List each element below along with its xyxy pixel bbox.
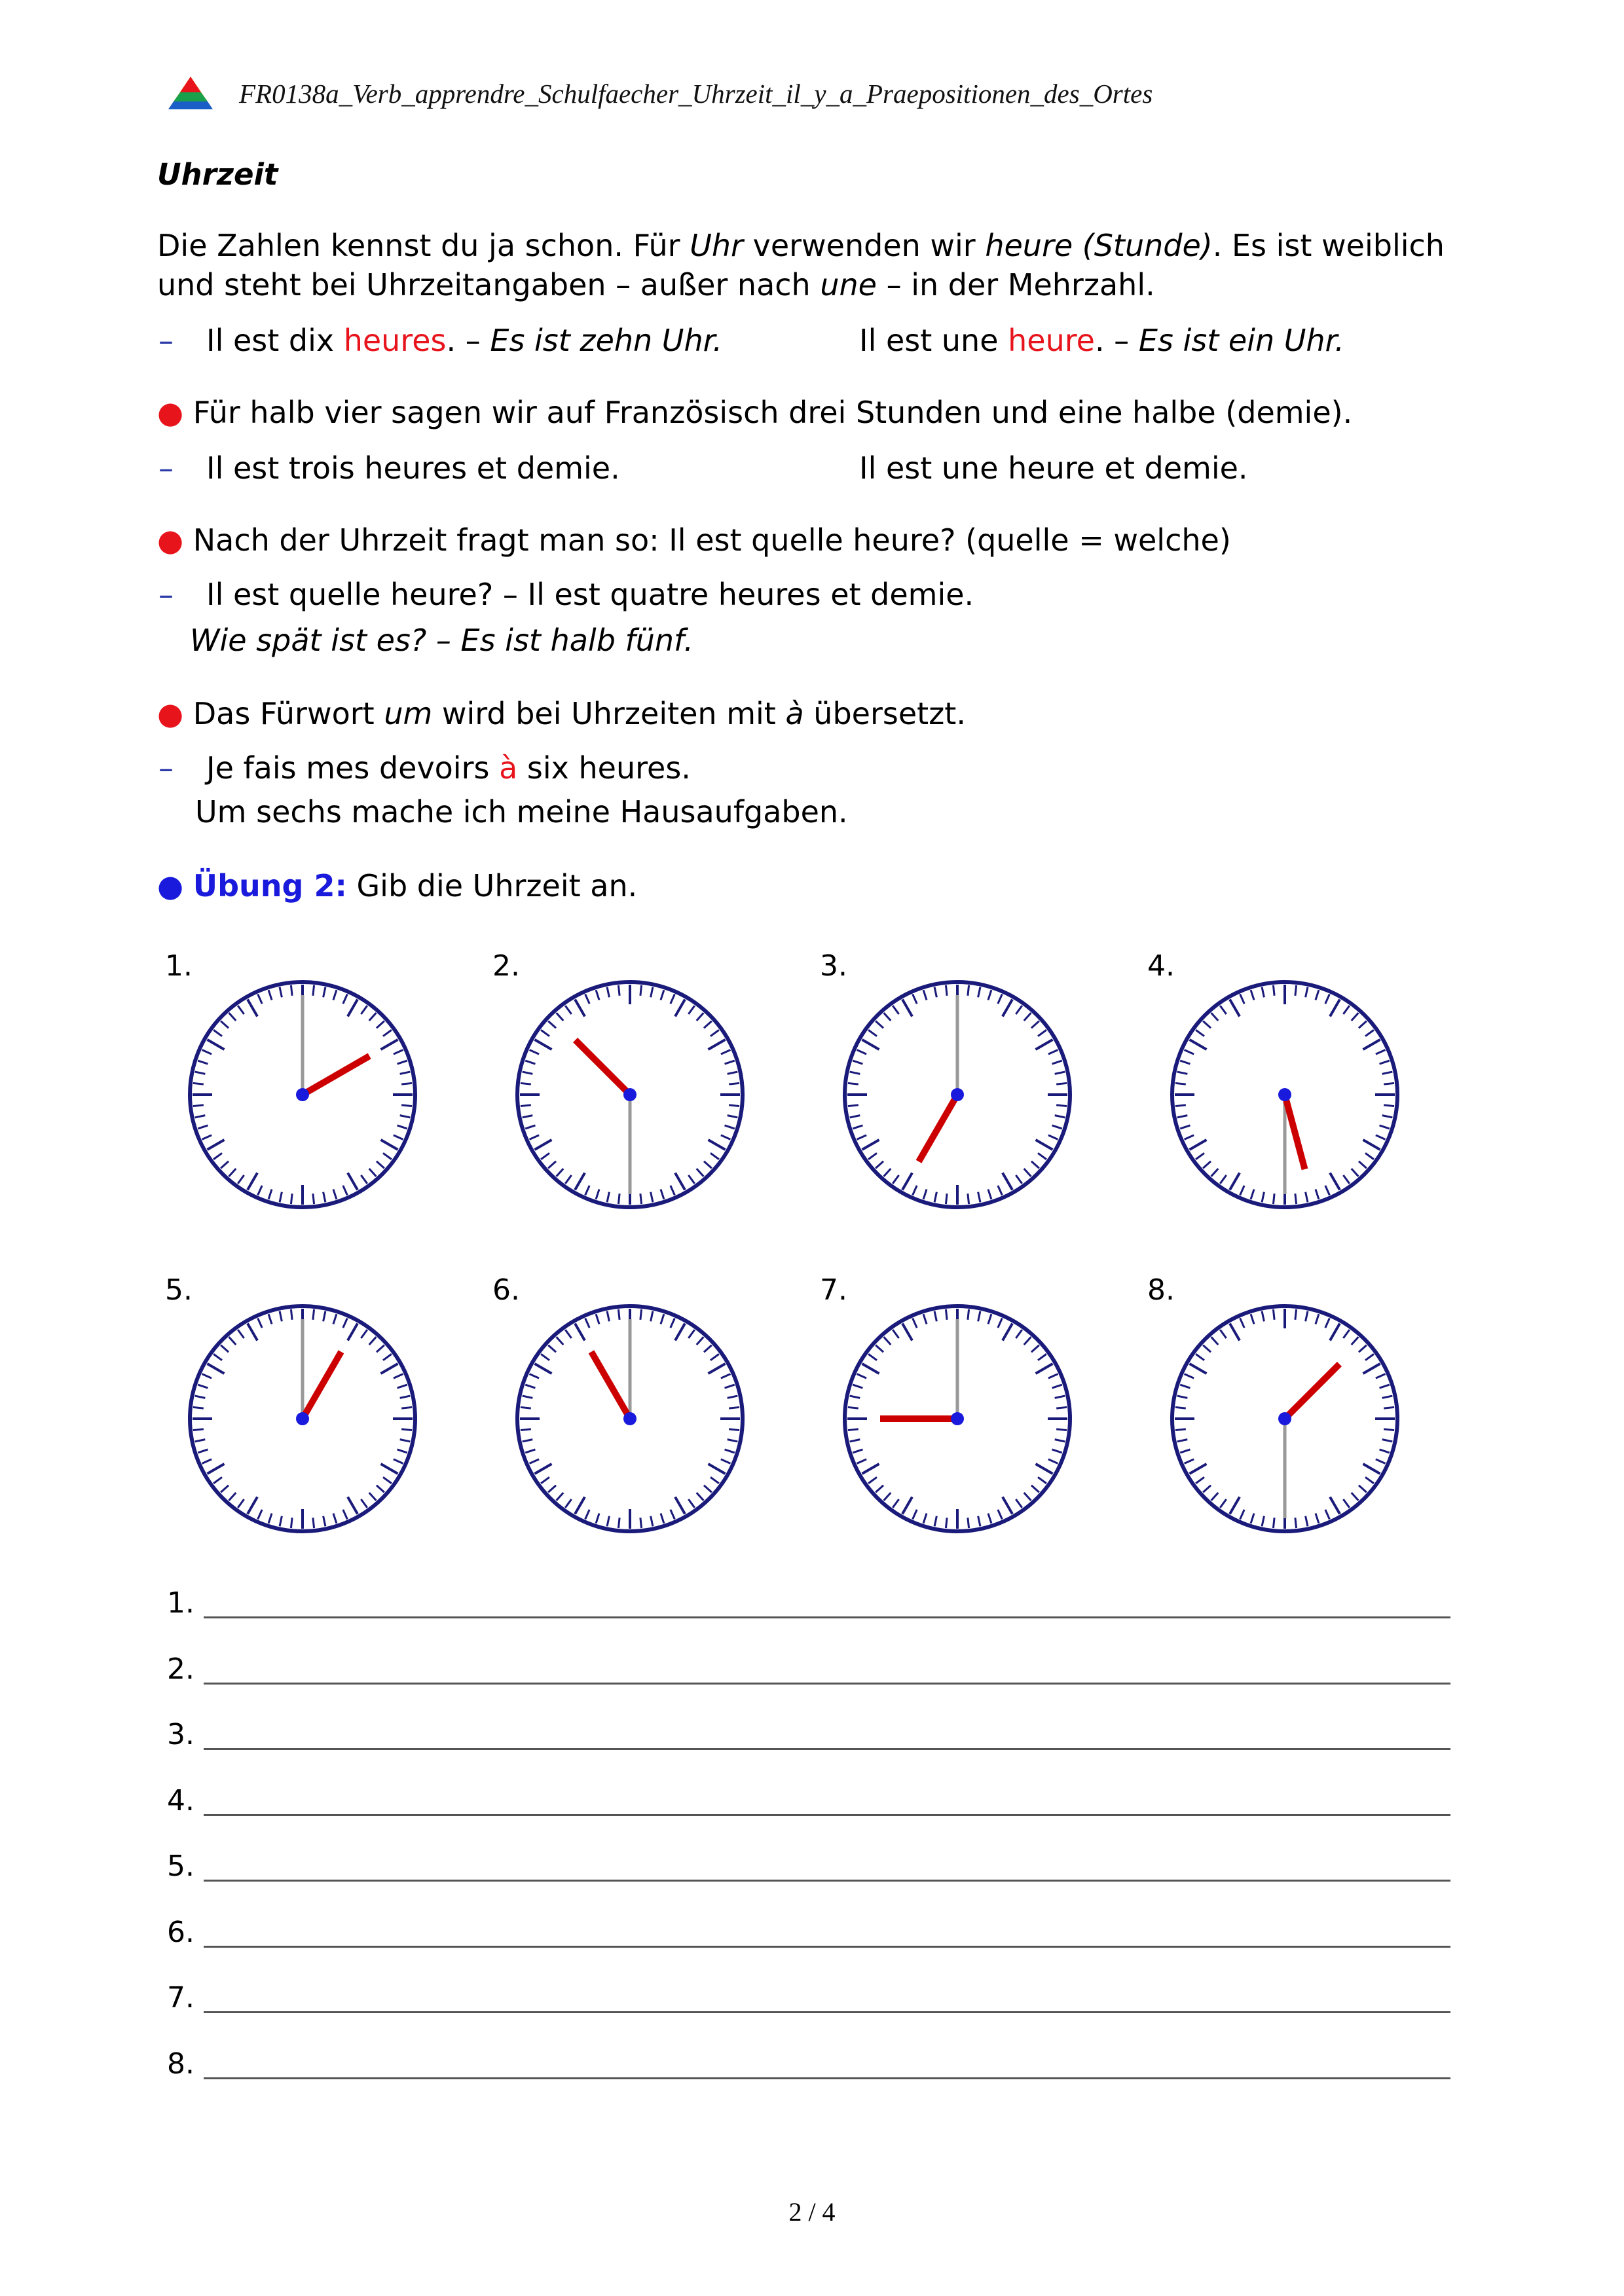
answer-number: 2.: [167, 1652, 194, 1686]
minute-tick: [1295, 985, 1297, 996]
dash-marker: –: [158, 450, 174, 486]
bullet-icon: ●: [157, 696, 184, 731]
dash-marker: –: [158, 577, 174, 612]
minute-tick: [291, 1194, 292, 1204]
pyramid-logo-icon: [167, 75, 214, 112]
minute-tick: [640, 1518, 642, 1528]
answer-number: 1.: [167, 1586, 194, 1620]
minute-tick: [1175, 1083, 1186, 1084]
minute-tick: [313, 985, 314, 996]
minute-tick: [291, 1518, 292, 1528]
minute-tick: [1056, 1407, 1067, 1408]
dash-marker: –: [158, 750, 174, 786]
example-4-line-2: Um sechs mache ich meine Hausaufgaben.: [195, 794, 848, 829]
minute-tick: [729, 1407, 739, 1408]
minute-tick: [1273, 985, 1274, 996]
clock-label: 8.: [1147, 1273, 1175, 1307]
minute-tick: [193, 1407, 204, 1408]
minute-tick: [640, 1309, 642, 1320]
clock-face-icon: [185, 1301, 420, 1537]
example-4-line-1: Je fais mes devoirs à six heures.: [206, 750, 691, 786]
note-question: ● Nach der Uhrzeit fragt man so: Il est quelle heure? (quelle = welche): [157, 522, 1231, 558]
answer-write-line[interactable]: [204, 1814, 1450, 1816]
minute-tick: [401, 1083, 412, 1084]
clock-face-icon: [185, 977, 420, 1212]
answer-number: 7.: [167, 1981, 194, 2014]
clock-label: 1.: [165, 949, 193, 983]
minute-tick: [1273, 1309, 1274, 1320]
minute-tick: [193, 1429, 204, 1430]
minute-tick: [1175, 1407, 1186, 1408]
clock-center-dot: [1278, 1412, 1291, 1425]
answer-write-line[interactable]: [204, 1946, 1450, 1948]
answer-row: [167, 1841, 1450, 1887]
minute-tick: [946, 985, 947, 996]
answer-row: [167, 1973, 1450, 2018]
clock-label: 4.: [1147, 949, 1175, 983]
minute-tick: [401, 1429, 412, 1430]
bullet-icon: ●: [157, 868, 184, 903]
clock-label: 2.: [492, 949, 520, 983]
document-filename: FR0138a_Verb_apprendre_Schulfaecher_Uhrzeit_il_y_a_Praepositionen_des_Ortes: [239, 79, 1153, 109]
minute-tick: [193, 1105, 204, 1106]
answer-number: 6.: [167, 1915, 194, 1949]
clock-face-icon: [840, 977, 1075, 1212]
answer-row: [167, 1907, 1450, 1953]
clock-center-dot: [1278, 1088, 1291, 1101]
bullet-icon: ●: [157, 522, 184, 558]
minute-tick: [848, 1105, 858, 1106]
answer-write-line[interactable]: [204, 1880, 1450, 1882]
answer-write-line[interactable]: [204, 1683, 1450, 1685]
minute-tick: [946, 1518, 947, 1528]
minute-tick: [1175, 1105, 1186, 1106]
example-1-left: Il est dix heures. – Es ist zehn Uhr.: [206, 323, 722, 358]
clock-center-dot: [951, 1088, 964, 1101]
clock-2: [512, 977, 748, 1212]
minute-tick: [848, 1407, 858, 1408]
example-1-right: Il est une heure. – Es ist ein Uhr.: [859, 323, 1344, 358]
example-2-left: Il est trois heures et demie.: [206, 450, 620, 486]
minute-tick: [640, 985, 642, 996]
clock-6: [512, 1301, 748, 1537]
bullet-icon: ●: [157, 395, 184, 430]
clock-face-icon: [840, 1301, 1075, 1537]
clock-center-dot: [623, 1412, 637, 1425]
clock-center-dot: [296, 1088, 309, 1101]
answer-write-line[interactable]: [204, 1748, 1450, 1750]
minute-tick: [968, 1194, 969, 1204]
minute-tick: [640, 1194, 642, 1204]
page-number: 2 / 4: [788, 2197, 836, 2227]
answer-row: [167, 1709, 1450, 1755]
minute-tick: [291, 985, 292, 996]
minute-tick: [848, 1083, 858, 1084]
minute-tick: [729, 1083, 739, 1084]
minute-tick: [313, 1518, 314, 1528]
minute-tick: [521, 1407, 531, 1408]
intro-line-2: und steht bei Uhrzeitangaben – außer nach une – in der Mehrzahl.: [157, 267, 1155, 302]
minute-tick: [313, 1309, 314, 1320]
exercise-heading: ● Übung 2: Gib die Uhrzeit an.: [157, 868, 638, 903]
minute-tick: [1384, 1105, 1394, 1106]
minute-tick: [946, 1194, 947, 1204]
page-header: [167, 75, 1153, 112]
minute-tick: [1295, 1194, 1297, 1204]
clock-5: [185, 1301, 420, 1537]
intro-line-1: Die Zahlen kennst du ja schon. Für Uhr verwenden wir heure (Stunde). Es ist weiblich: [157, 228, 1445, 263]
note-half-hour: ● Für halb vier sagen wir auf Französisch drei Stunden und eine halbe (demie).: [157, 395, 1353, 430]
clock-center-dot: [296, 1412, 309, 1425]
example-3-line-2: Wie spät ist es? – Es ist halb fünf.: [190, 623, 694, 658]
minute-tick: [1295, 1309, 1297, 1320]
minute-tick: [729, 1105, 739, 1106]
clock-7: [840, 1301, 1075, 1537]
minute-tick: [618, 1309, 619, 1320]
minute-tick: [401, 1407, 412, 1408]
clock-label: 5.: [165, 1273, 193, 1307]
section-title: Uhrzeit: [157, 157, 278, 192]
minute-tick: [291, 1309, 292, 1320]
minute-tick: [1056, 1083, 1067, 1084]
minute-tick: [1056, 1105, 1067, 1106]
minute-tick: [848, 1429, 858, 1430]
minute-tick: [1273, 1518, 1274, 1528]
minute-tick: [1384, 1407, 1394, 1408]
minute-tick: [968, 985, 969, 996]
dash-marker: –: [158, 323, 174, 358]
answer-number: 4.: [167, 1783, 194, 1817]
clock-4: [1167, 977, 1403, 1212]
minute-tick: [401, 1105, 412, 1106]
answer-number: 3.: [167, 1718, 194, 1751]
clock-label: 7.: [820, 1273, 847, 1307]
clock-label: 3.: [820, 949, 847, 983]
clock-8: [1167, 1301, 1403, 1537]
clock-1: [185, 977, 420, 1212]
minute-tick: [618, 1518, 619, 1528]
note-preposition: ● Das Fürwort um wird bei Uhrzeiten mit à übersetzt.: [157, 696, 966, 731]
minute-tick: [618, 985, 619, 996]
clock-3: [840, 977, 1075, 1212]
answer-row: [167, 1578, 1450, 1624]
answer-row: [167, 1776, 1450, 1821]
minute-tick: [1384, 1429, 1394, 1430]
minute-tick: [1295, 1518, 1297, 1528]
minute-tick: [193, 1083, 204, 1084]
answer-write-line[interactable]: [204, 2077, 1450, 2079]
clock-face-icon: [512, 1301, 748, 1537]
minute-tick: [968, 1309, 969, 1320]
example-2-right: Il est une heure et demie.: [859, 450, 1248, 486]
minute-tick: [1384, 1083, 1394, 1084]
minute-tick: [1175, 1429, 1186, 1430]
answer-row: [167, 2039, 1450, 2085]
minute-tick: [521, 1105, 531, 1106]
minute-tick: [521, 1429, 531, 1430]
minute-tick: [618, 1194, 619, 1204]
clock-center-dot: [623, 1088, 637, 1101]
clock-center-dot: [951, 1412, 964, 1425]
clock-face-icon: [1167, 1301, 1403, 1537]
minute-tick: [521, 1083, 531, 1084]
minute-tick: [1056, 1429, 1067, 1430]
answer-write-line[interactable]: [204, 1616, 1450, 1618]
minute-tick: [946, 1309, 947, 1320]
answer-number: 5.: [167, 1850, 194, 1883]
clock-label: 6.: [492, 1273, 520, 1307]
minute-tick: [729, 1429, 739, 1430]
clock-face-icon: [512, 977, 748, 1212]
minute-tick: [313, 1194, 314, 1204]
minute-tick: [1273, 1194, 1274, 1204]
clock-face-icon: [1167, 977, 1403, 1212]
example-3-line-1: Il est quelle heure? – Il est quatre heures et demie.: [206, 577, 974, 612]
minute-tick: [968, 1518, 969, 1528]
answer-row: [167, 1644, 1450, 1690]
answer-number: 8.: [167, 2047, 194, 2081]
answer-write-line[interactable]: [204, 2011, 1450, 2013]
